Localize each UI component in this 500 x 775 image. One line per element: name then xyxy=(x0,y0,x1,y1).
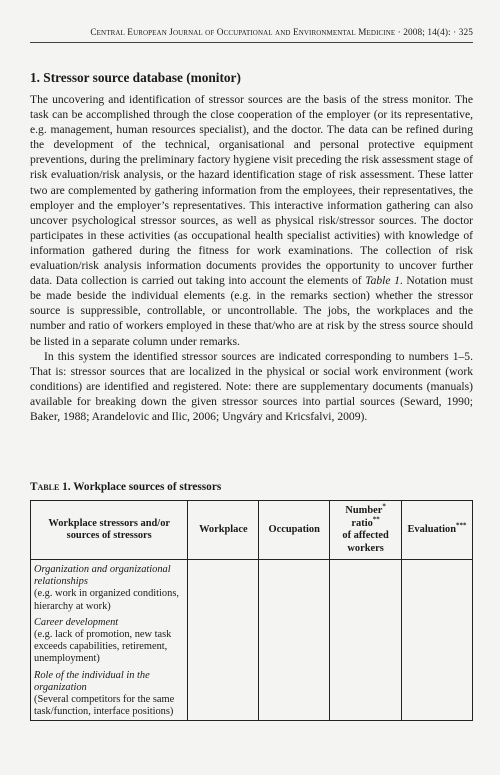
paragraph-1-text: The uncovering and identification of stressor sources are the basis of the stress monitor. The task can be accomplished through the close cooperation of the employer (or its representative, e.g. management, human resources specialist), and the doctor. The data can be refined during the development of the technical, organisational and personal protective equipment preventions, during the preliminary factory hygiene visit preceding the risk assessment stage of risk evaluation/risk analysis, or the hazard identification stage of risk assessment. These latter two are complemented by gathering information from the employees, their representatives, the employer and the employer’s representatives. This interactive information gathering can also uncover psychological stressor sources, as well as physical risk/stressor sources. The doctor participates in these activities (as occupational health specialist activities) with knowledge of information gathered during the fitness for work examinations. The collection of risk evaluation/risk analysis information documents provides the opportunity to uncover further data. Data collection is carried out taking into account the elements of xyxy=(30,93,473,288)
paragraph-2: In this system the identified stressor sources are indicated corresponding to numbers 1–5. That is: stressor sources that are localized in the physical or social work environment (work conditions) are identified and registered. Note: there are supplementary documents (manuals) available for breaking down the given stressor sources into partial sources (Seward, 1990; Baker, 1988; Arandelovic and Ilic, 2006; Ungváry and Kricsfalvi, 2009). xyxy=(30,349,473,423)
table-cell xyxy=(402,668,473,721)
header-evaluation xyxy=(402,501,473,560)
table-row xyxy=(31,668,473,721)
paragraph-1 xyxy=(30,92,473,349)
section-title: 1. Stressor source database (monitor) xyxy=(30,70,241,85)
table-cell-stressor xyxy=(31,560,188,615)
footnote-mark: *** xyxy=(456,521,467,530)
table-cell xyxy=(259,560,330,615)
table-cell xyxy=(259,615,330,668)
table-row xyxy=(31,560,473,615)
table-reference: Table 1 xyxy=(365,274,400,288)
row-detail: (Several competitors for the same task/function, interface positions) xyxy=(34,694,175,718)
table-cell xyxy=(402,615,473,668)
table-cell xyxy=(330,615,402,668)
header-evaluation-label: Evaluation xyxy=(407,523,457,535)
running-head: Central European Journal of Occupational and Environmental Medicine · 2008; 14(4): · 325 xyxy=(90,28,473,38)
header-workplace: Workplace xyxy=(188,501,259,560)
paragraph-1-text-cont: . Notation must be made beside the individual elements (e.g. in the remarks section) whether the stressor source is suppressible, controllable, or uncontrollable. The jobs, the workplaces and the number and ratio of workers employed in these that/who are at risk by the stress source should be listed in a separate column under remarks. xyxy=(30,274,473,348)
footnote-mark: ** xyxy=(372,515,380,524)
table-cell xyxy=(188,668,259,721)
row-title: Organization and organizational relationships xyxy=(34,564,171,588)
table-cell xyxy=(330,560,402,615)
header-ratio: ratio xyxy=(351,517,373,529)
header-number: Number xyxy=(345,505,383,516)
row-title: Career development xyxy=(34,616,119,628)
table-cell xyxy=(259,668,330,721)
table-cell xyxy=(188,560,259,615)
table-cell xyxy=(330,668,402,721)
header-occupation: Occupation xyxy=(259,501,330,560)
table-cell xyxy=(188,615,259,668)
table-caption xyxy=(30,481,221,493)
header-affected: of affected workers xyxy=(342,530,389,554)
row-title: Role of the individual in the organization xyxy=(34,669,150,693)
table-cell xyxy=(402,560,473,615)
table-cell-stressor xyxy=(31,615,188,668)
footnote-mark: * xyxy=(382,502,386,511)
body-text xyxy=(30,92,473,424)
table-caption-label: Table 1. xyxy=(30,481,71,493)
table-row xyxy=(31,615,473,668)
table-header-row xyxy=(31,501,473,560)
table-caption-title: Workplace sources of stressors xyxy=(73,481,222,493)
row-detail: (e.g. lack of promotion, new task exceeds capabilities, retirement, unemployment) xyxy=(34,629,172,665)
row-detail: (e.g. work in organized conditions, hierarchy at work) xyxy=(34,588,179,612)
header-stressors: Workplace stressors and/or sources of stressors xyxy=(31,501,188,560)
table-cell-stressor xyxy=(31,668,188,721)
header-number-ratio xyxy=(330,501,402,560)
stressor-table xyxy=(30,500,473,721)
header-rule xyxy=(30,42,473,43)
